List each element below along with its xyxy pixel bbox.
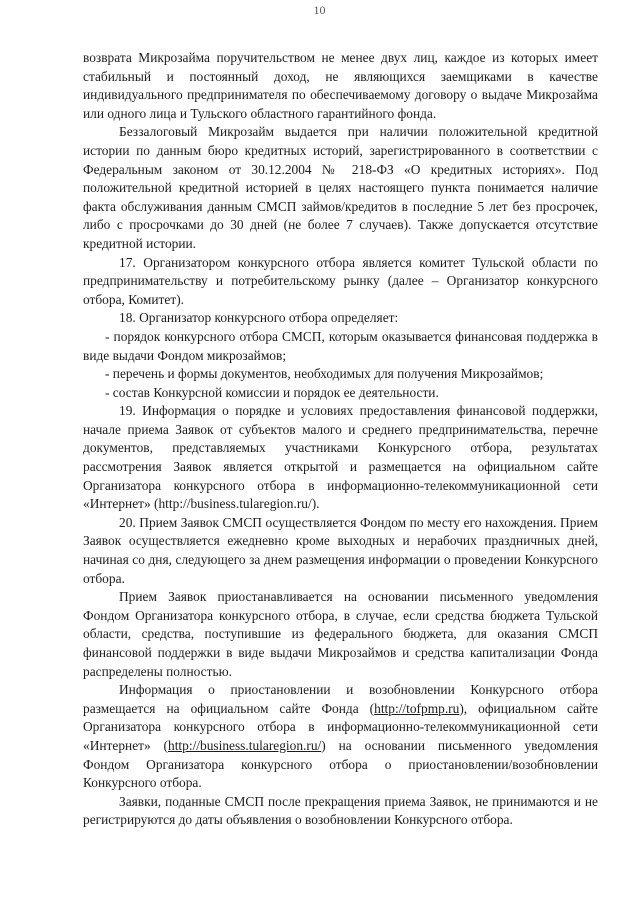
paragraph-text: Информация о приостановлении и возобновлении Конкурсного отбора размещается на официальном сайте Фонда ( bbox=[83, 682, 598, 716]
list-item: - перечень и формы документов, необходимых для получения Микрозаймов; bbox=[105, 366, 544, 382]
paragraph-19: 19. Информация о порядке и условиях предоставления финансовой поддержки, начале приема Заявок от субъектов малого и среднего предпринимательства, перечне документов, представляемых участниками Конкурсного отбора, результатах рассмотрения Заявок является открытой и размещается на официальном сайте Организатора конкурсного отбора в информационно-телекоммуникационной сети «Интернет» (http://business.tularegion.ru/). bbox=[83, 403, 598, 512]
paragraph-text: ), официальном сайте Организатора конкурсного отбора в информационно-телекоммуникационной сети «Интернет» ( bbox=[83, 700, 598, 753]
paragraph-late-applications: Заявки, поданные СМСП после прекращения приема Заявок, не принимаются и не регистрируются до даты объявления о возобновлении Конкурсного отбора. bbox=[83, 793, 598, 828]
list-item: - состав Конкурсной комиссии и порядок ее деятельности. bbox=[105, 384, 439, 400]
paragraph-text: ) на основании письменного уведомления Фондом Организатора конкурсного отбора о приостановлении/возобновлении Конкурсного отбора. bbox=[83, 737, 598, 791]
paragraph-information bbox=[83, 681, 598, 793]
document-body bbox=[83, 49, 598, 830]
paragraph-20: 20. Прием Заявок СМСП осуществляется Фондом по месту его нахождения. Прием Заявок осуществляется ежедневно кроме выходных и нерабочих праздничных дней, начиная со дня, следующего за днем размещения информации о проведении Конкурсного отбора. bbox=[83, 514, 598, 586]
paragraph-unsecured-microloan: Беззалоговый Микрозайм выдается при наличии положительной кредитной истории по данным бюро кредитных историй, зарегистрированного в соответствии с Федеральным законом от 30.12.2004 № 218-ФЗ «О кредитных историях». Под положительной кредитной историей в целях настоящего пункта понимается наличие факта обслуживания данным СМСП займов/кредитов в последние 5 лет без просрочек, либо с просрочками до 30 дней (не более 7 случаев). Также допускается отсутствие кредитной истории. bbox=[83, 124, 598, 251]
fund-site-link[interactable]: http://tofpmp.ru bbox=[374, 700, 460, 716]
page-number: 10 bbox=[313, 3, 326, 17]
list-item: - порядок конкурсного отбора СМСП, которым оказывается финансовая поддержка в виде выдачи Фондом микрозаймов; bbox=[83, 328, 598, 363]
paragraph-suspension: Прием Заявок приостанавливается на основании письменного уведомления Фондом Организатора конкурсного отбора, в случае, если средства бюджета Тульской области, средства, поступившие из федерального бюджета, для оказания СМСП финансовой поддержки в виде выдачи Микрозаймов и средства капитализации Фонда распределены полностью. bbox=[83, 589, 598, 679]
paragraph-16-continuation: возврата Микрозайма поручительством не менее двух лиц, каждое из которых имеет стабильный и постоянный доход, не являющихся заемщиками в качестве индивидуального предпринимателя по обеспечиваемому договору о выдаче Микрозайма или одного лица и Тульского областного гарантийного фонда. bbox=[83, 50, 598, 121]
organizer-site-link[interactable]: http://business.tularegion.ru/ bbox=[168, 737, 322, 753]
paragraph-18: 18. Организатор конкурсного отбора определяет: bbox=[119, 310, 399, 326]
paragraph-17: 17. Организатором конкурсного отбора является комитет Тульской области по предпринимательству и потребительскому рынку (далее – Организатор конкурсного отбора, Комитет). bbox=[83, 254, 598, 307]
